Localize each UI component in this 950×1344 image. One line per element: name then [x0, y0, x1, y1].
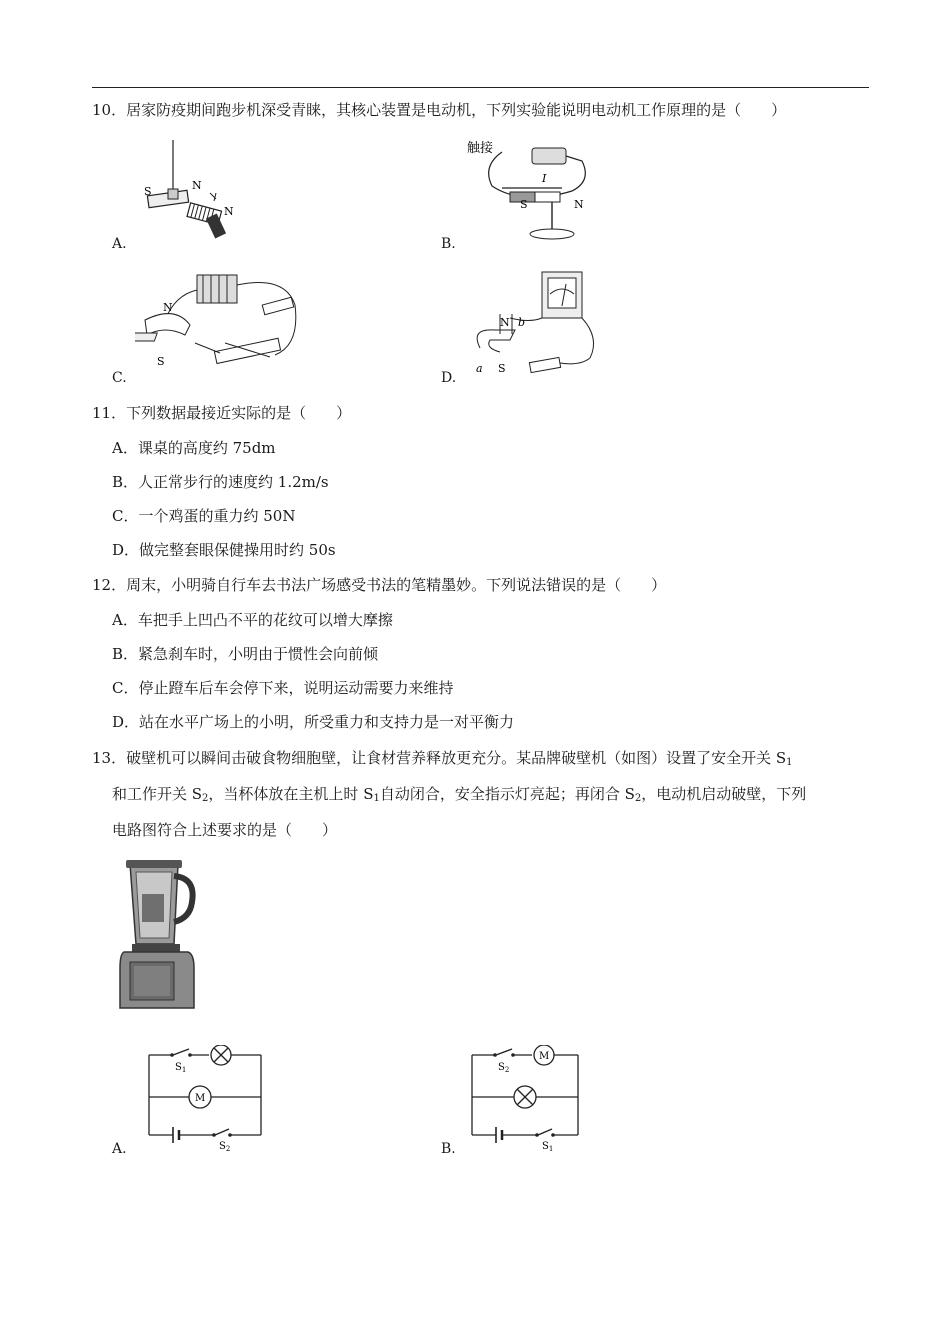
header-rule	[92, 87, 869, 88]
q13-circuit-b	[468, 1045, 590, 1153]
svg-text:S: S	[144, 185, 152, 198]
q13-stem-line1: 13．破壁机可以瞬间击破食物细胞壁，让食材营养释放更充分。某品牌破壁机（如图）设置了安全开关 $S_1$	[92, 749, 793, 768]
q10-figure-a	[140, 135, 250, 240]
q10-option-a-label: A.	[112, 236, 127, 252]
q11-option-c: C．一个鸡蛋的重力约 50N	[112, 507, 296, 525]
q10-option-d-label: D.	[441, 370, 457, 386]
svg-text:M: M	[539, 1051, 550, 1062]
q11-option-a: A．课桌的高度约 75dm	[112, 439, 276, 457]
svg-text:S2: $S_2$	[219, 1141, 231, 1153]
q12-option-a: A．车把手上凹凸不平的花纹可以增大摩擦	[112, 611, 393, 629]
q10-stem: 10．居家防疫期间跑步机深受青睐，其核心装置是电动机，下列实验能说明电动机工作原理的是（ ）	[92, 101, 787, 119]
svg-text:N: N	[500, 316, 510, 329]
svg-text:I: I	[542, 172, 547, 185]
q10-option-b-label: B.	[441, 236, 456, 252]
svg-text:S: S	[498, 362, 506, 375]
svg-text:S: S	[157, 355, 165, 368]
q12-option-c: C．停止蹬车后车会停下来，说明运动需要力来维持	[112, 679, 454, 697]
svg-text:N: N	[192, 179, 202, 192]
svg-text:a: a	[476, 362, 483, 375]
svg-text:M: M	[195, 1093, 206, 1104]
q11-stem: 11．下列数据最接近实际的是（ ）	[92, 404, 352, 422]
svg-text:触接: 触接	[467, 141, 494, 156]
q10-option-c-label: C.	[112, 370, 127, 386]
svg-text:N: N	[574, 198, 584, 211]
svg-text:S1: $S_1$	[542, 1141, 554, 1153]
q10-figure-d	[470, 268, 605, 383]
q13-circuit-a	[145, 1045, 267, 1153]
q13-option-a-label: A.	[112, 1141, 127, 1157]
svg-text:S: S	[520, 198, 528, 211]
svg-text:S1: $S_1$	[175, 1062, 187, 1074]
q12-option-b: B．紧急刹车时，小明由于惯性会向前倾	[112, 645, 379, 663]
q13-stem-line3: 电路图符合上述要求的是（ ）	[112, 821, 338, 839]
q12-stem: 12．周末，小明骑自行车去书法广场感受书法的笔精墨妙。下列说法错误的是（ ）	[92, 576, 667, 594]
svg-text:b: b	[518, 316, 526, 329]
q11-option-b: B．人正常步行的速度约 1.2m/s	[112, 473, 329, 491]
q13-option-b-label: B.	[441, 1141, 456, 1157]
svg-text:N: N	[224, 205, 234, 218]
svg-text:N: N	[163, 301, 173, 314]
q13-blender-image	[112, 858, 202, 1014]
q12-option-d: D．站在水平广场上的小明，所受重力和支持力是一对平衡力	[112, 713, 515, 731]
q10-figure-c	[135, 265, 305, 380]
q13-stem-line2: 和工作开关 $S_2$，当杯体放在主机上时 $S_1$自动闭合，安全指示灯亮起；再闭合 $S_2$，电动机启动破壁，下列	[112, 785, 807, 804]
q11-option-d: D．做完整套眼保健操用时约 50s	[112, 541, 336, 559]
q10-figure-b	[462, 136, 602, 246]
svg-text:S2: $S_2$	[498, 1062, 510, 1074]
